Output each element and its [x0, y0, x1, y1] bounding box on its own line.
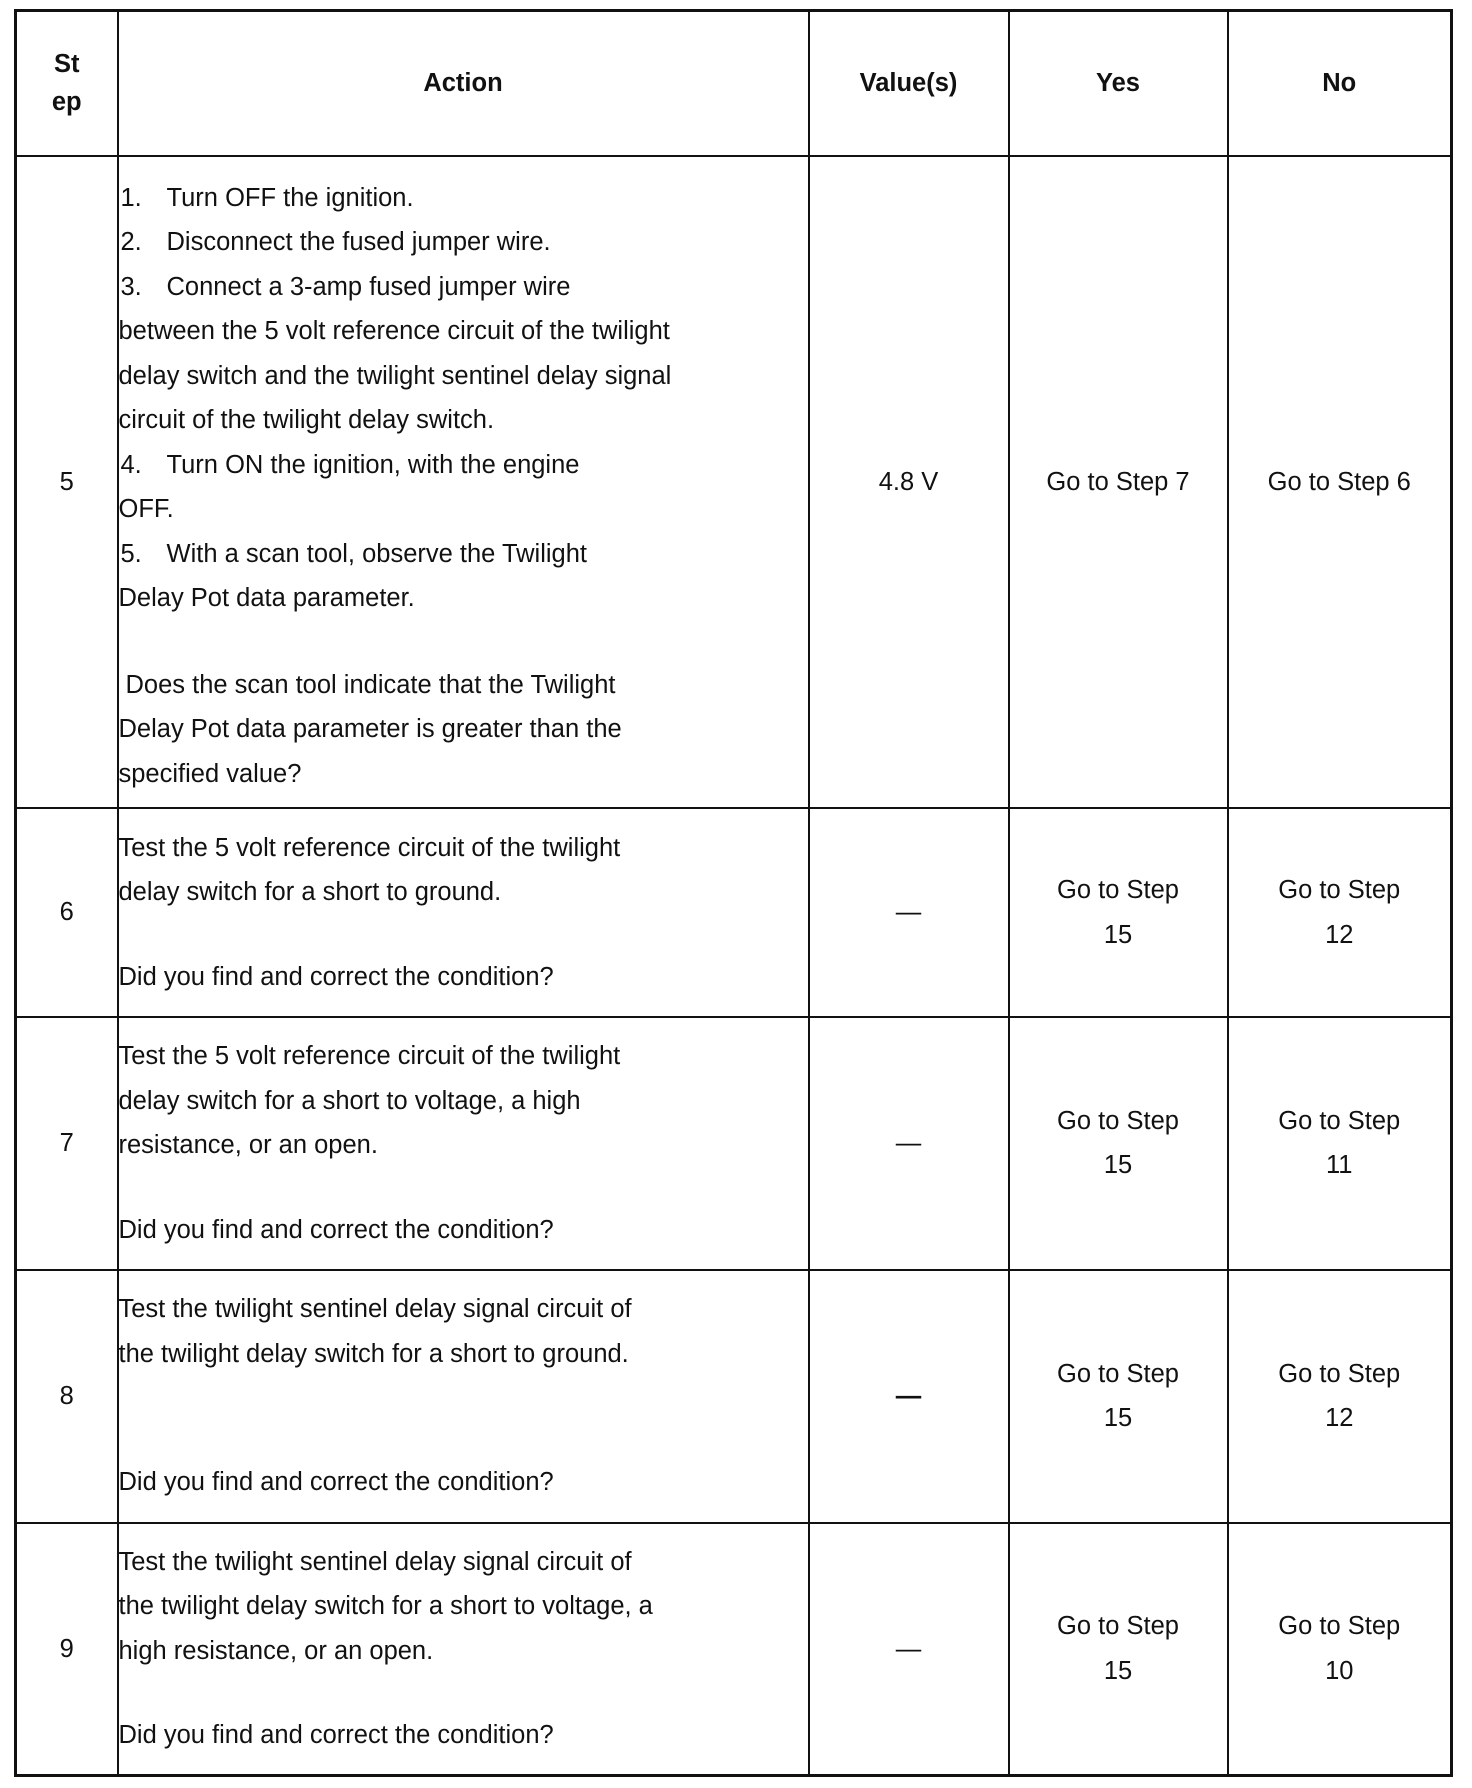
value-cell: 4.8 V [809, 156, 1009, 808]
header-step [16, 11, 118, 156]
action-line: high resistance, or an open. [118, 1636, 434, 1665]
question-line: Did you find and correct the condition? [118, 962, 554, 991]
list-item: 3. Connect a 3-amp fused jumper wire [120, 272, 571, 301]
list-item: 2. Disconnect the fused jumper wire. [120, 228, 551, 257]
header-action: Action [118, 11, 809, 156]
action-line: Test the 5 volt reference circuit of the twilight [118, 833, 621, 862]
header-yes: Yes [1009, 11, 1228, 156]
action-line: Test the 5 volt reference circuit of the twilight [118, 1042, 621, 1071]
table-row [16, 156, 1452, 808]
value-cell: — [809, 1017, 1009, 1270]
action-line: between the 5 volt reference circuit of the twilight [118, 317, 670, 346]
yes-cell: Go to Step 15 [1009, 1270, 1228, 1523]
action-cell [118, 1523, 809, 1776]
value-cell: — [809, 1523, 1009, 1776]
question-line: Did you find and correct the condition? [118, 1721, 554, 1750]
question-line: Does the scan tool indicate that the Twilight [125, 670, 616, 699]
action-line: Delay Pot data parameter. [118, 584, 415, 613]
step-number: 8 [16, 1270, 118, 1523]
no-cell: Go to Step 10 [1228, 1523, 1452, 1776]
yes-cell: Go to Step 7 [1009, 156, 1228, 808]
table-row [16, 1523, 1452, 1776]
question-line: Did you find and correct the condition? [118, 1468, 554, 1497]
list-item: 1. Turn OFF the ignition. [120, 183, 414, 212]
action-cell [118, 156, 809, 808]
action-cell [118, 808, 809, 1017]
no-cell: Go to Step 11 [1228, 1017, 1452, 1270]
action-line: the twilight delay switch for a short to voltage, a [118, 1592, 653, 1621]
diagnostic-table [14, 9, 1453, 1777]
table-row [16, 1270, 1452, 1523]
action-line: the twilight delay switch for a short to ground. [118, 1339, 629, 1368]
action-line: Test the twilight sentinel delay signal circuit of [118, 1547, 632, 1576]
header-step-line2: ep [51, 88, 82, 117]
step-number: 5 [16, 156, 118, 808]
no-cell: Go to Step 12 [1228, 1270, 1452, 1523]
action-line: circuit of the twilight delay switch. [118, 406, 495, 435]
question-line: Did you find and correct the condition? [118, 1215, 554, 1244]
table-row [16, 808, 1452, 1017]
header-step-line1: St [54, 50, 80, 79]
action-cell [118, 1270, 809, 1523]
step-number: 6 [16, 808, 118, 1017]
yes-cell: Go to Step 15 [1009, 808, 1228, 1017]
action-line: delay switch for a short to voltage, a high [118, 1086, 581, 1115]
no-cell: Go to Step 6 [1228, 156, 1452, 808]
header-row [16, 11, 1452, 156]
step-number: 7 [16, 1017, 118, 1270]
action-line: delay switch for a short to ground. [118, 878, 502, 907]
table-row [16, 1017, 1452, 1270]
action-line: delay switch and the twilight sentinel delay signal [118, 361, 672, 390]
header-no: No [1228, 11, 1452, 156]
value-cell: — [809, 1270, 1009, 1523]
value-cell: — [809, 808, 1009, 1017]
step-number: 9 [16, 1523, 118, 1776]
action-cell [118, 1017, 809, 1270]
list-item: 4. Turn ON the ignition, with the engine [120, 450, 580, 479]
action-line: OFF. [118, 495, 174, 524]
yes-cell: Go to Step 15 [1009, 1017, 1228, 1270]
question-line: specified value? [118, 759, 302, 788]
yes-cell: Go to Step 15 [1009, 1523, 1228, 1776]
question-line: Delay Pot data parameter is greater than the [118, 715, 622, 744]
action-line: resistance, or an open. [118, 1131, 378, 1160]
header-values: Value(s) [809, 11, 1009, 156]
no-cell: Go to Step 12 [1228, 808, 1452, 1017]
list-item: 5. With a scan tool, observe the Twilight [120, 539, 587, 568]
action-line: Test the twilight sentinel delay signal circuit of [118, 1295, 632, 1324]
